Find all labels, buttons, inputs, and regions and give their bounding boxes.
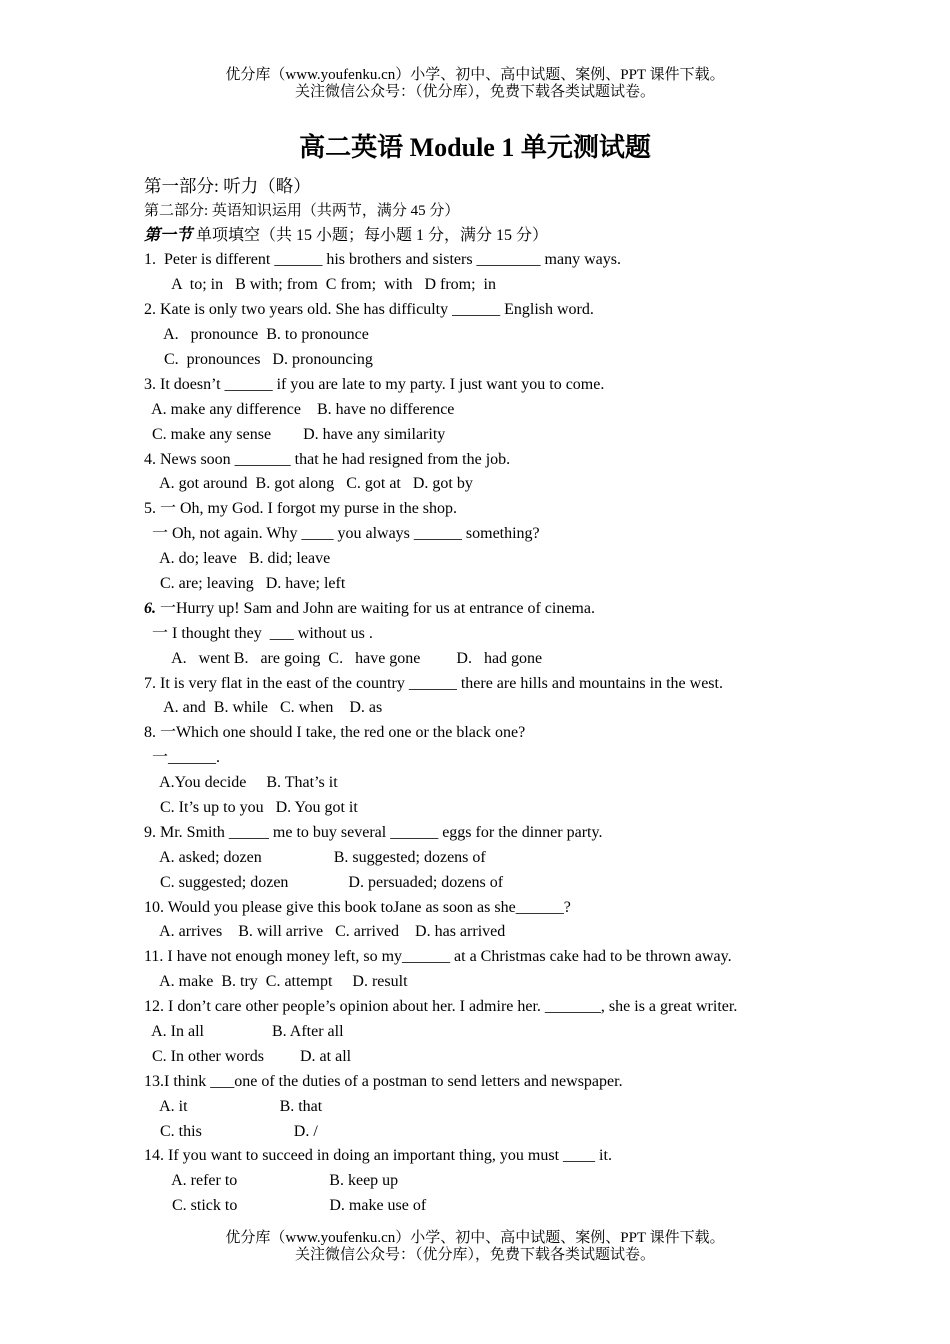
footer-line-2: 关注微信公众号：（优分库），免费下载各类试题试卷。 <box>294 1247 655 1263</box>
page-title: 高二英语 Module 1 单元测试题 <box>299 133 651 162</box>
question-line <box>144 597 924 622</box>
question-line: 一______. <box>144 749 221 767</box>
question-line: 13.I think ___one of the duties of a postman to send letters and newspaper. <box>144 1072 623 1090</box>
footer-line-1: 优分库（www.youfenku.cn）小学、初中、高中试题、案例、PPT 课件下载。 <box>225 1230 725 1246</box>
option-line: A. arrives B. will arrive C. arrived D. has arrived <box>144 923 506 941</box>
option-line: A to; in B with; from C from; with D from; in <box>144 276 496 294</box>
header-line-2: 关注微信公众号：（优分库），免费下载各类试题试卷。 <box>294 84 655 100</box>
question-line: 11. I have not enough money left, so my______ at a Christmas cake had to be thrown away. <box>144 948 732 966</box>
option-line: A. pronounce B. to pronounce <box>144 326 369 344</box>
exam-content <box>144 173 924 1219</box>
option-line: A. and B. while C. when D. as <box>144 699 383 717</box>
section-1-heading <box>144 224 924 249</box>
option-line: C. It’s up to you D. You got it <box>144 798 358 816</box>
question-line: 5. 一 Oh, my God. I forgot my purse in the shop. <box>144 500 458 518</box>
option-line: A. asked; dozen B. suggested; dozens of <box>144 848 486 866</box>
option-line: C. make any sense D. have any similarity <box>144 425 446 443</box>
part-1-heading: 第一部分: 听力（略） <box>144 176 311 196</box>
option-line: A. make B. try C. attempt D. result <box>144 973 408 991</box>
option-line: C. In other words D. at all <box>144 1047 352 1065</box>
option-line: A.You decide B. That’s it <box>144 774 338 792</box>
page-footer <box>0 1230 950 1264</box>
option-line: C. pronounces D. pronouncing <box>144 350 373 368</box>
question-line: 一 I thought they ___ without us . <box>144 624 373 642</box>
question-6-number: 6. <box>144 599 156 617</box>
question-line: 14. If you want to succeed in doing an important thing, you must ____ it. <box>144 1147 612 1165</box>
section-1-instructions: 单项填空（共 15 小题；每小题 1 分，满分 15 分） <box>192 226 549 244</box>
question-6-text: 一Hurry up! Sam and John are waiting for us at entrance of cinema. <box>156 599 595 617</box>
question-line: 3. It doesn’t ______ if you are late to my party. I just want you to come. <box>144 375 605 393</box>
option-line: A. refer to B. keep up <box>144 1172 399 1190</box>
option-line: A. got around B. got along C. got at D. got by <box>144 475 473 493</box>
question-line: 2. Kate is only two years old. She has difficulty ______ English word. <box>144 301 594 319</box>
option-line: A. do; leave B. did; leave <box>144 550 331 568</box>
section-1-label: 第一节 <box>144 226 193 244</box>
question-line: 9. Mr. Smith _____ me to buy several ______ eggs for the dinner party. <box>144 823 603 841</box>
part-2-heading: 第二部分: 英语知识运用（共两节，满分 45 分） <box>144 203 460 219</box>
option-line: C. are; leaving D. have; left <box>144 574 346 592</box>
question-line: 7. It is very flat in the east of the country ______ there are hills and mountains in the west. <box>144 674 723 692</box>
question-line: 12. I don’t care other people’s opinion about her. I admire her. _______, she is a great writer. <box>144 998 738 1016</box>
option-line: A. went B. are going C. have gone D. had gone <box>144 649 543 667</box>
option-line: C. suggested; dozen D. persuaded; dozens of <box>144 873 504 891</box>
page-header <box>0 67 950 101</box>
question-line: 8. 一Which one should I take, the red one or the black one? <box>144 724 526 742</box>
option-line: C. this D. / <box>144 1122 318 1140</box>
header-line-1: 优分库（www.youfenku.cn）小学、初中、高中试题、案例、PPT 课件下载。 <box>225 67 725 83</box>
question-line: 4. News soon _______ that he had resigned from the job. <box>144 450 511 468</box>
option-line: A. make any difference B. have no difference <box>144 400 455 418</box>
option-line: A. it B. that <box>144 1097 323 1115</box>
question-line: 10. Would you please give this book toJane as soon as she______? <box>144 898 571 916</box>
question-line: 1. Peter is different ______ his brothers and sisters ________ many ways. <box>144 251 621 269</box>
question-line: 一 Oh, not again. Why ____ you always ______ something? <box>144 525 540 543</box>
option-line: A. In all B. After all <box>144 1023 344 1040</box>
option-line: C. stick to D. make use of <box>144 1197 427 1215</box>
